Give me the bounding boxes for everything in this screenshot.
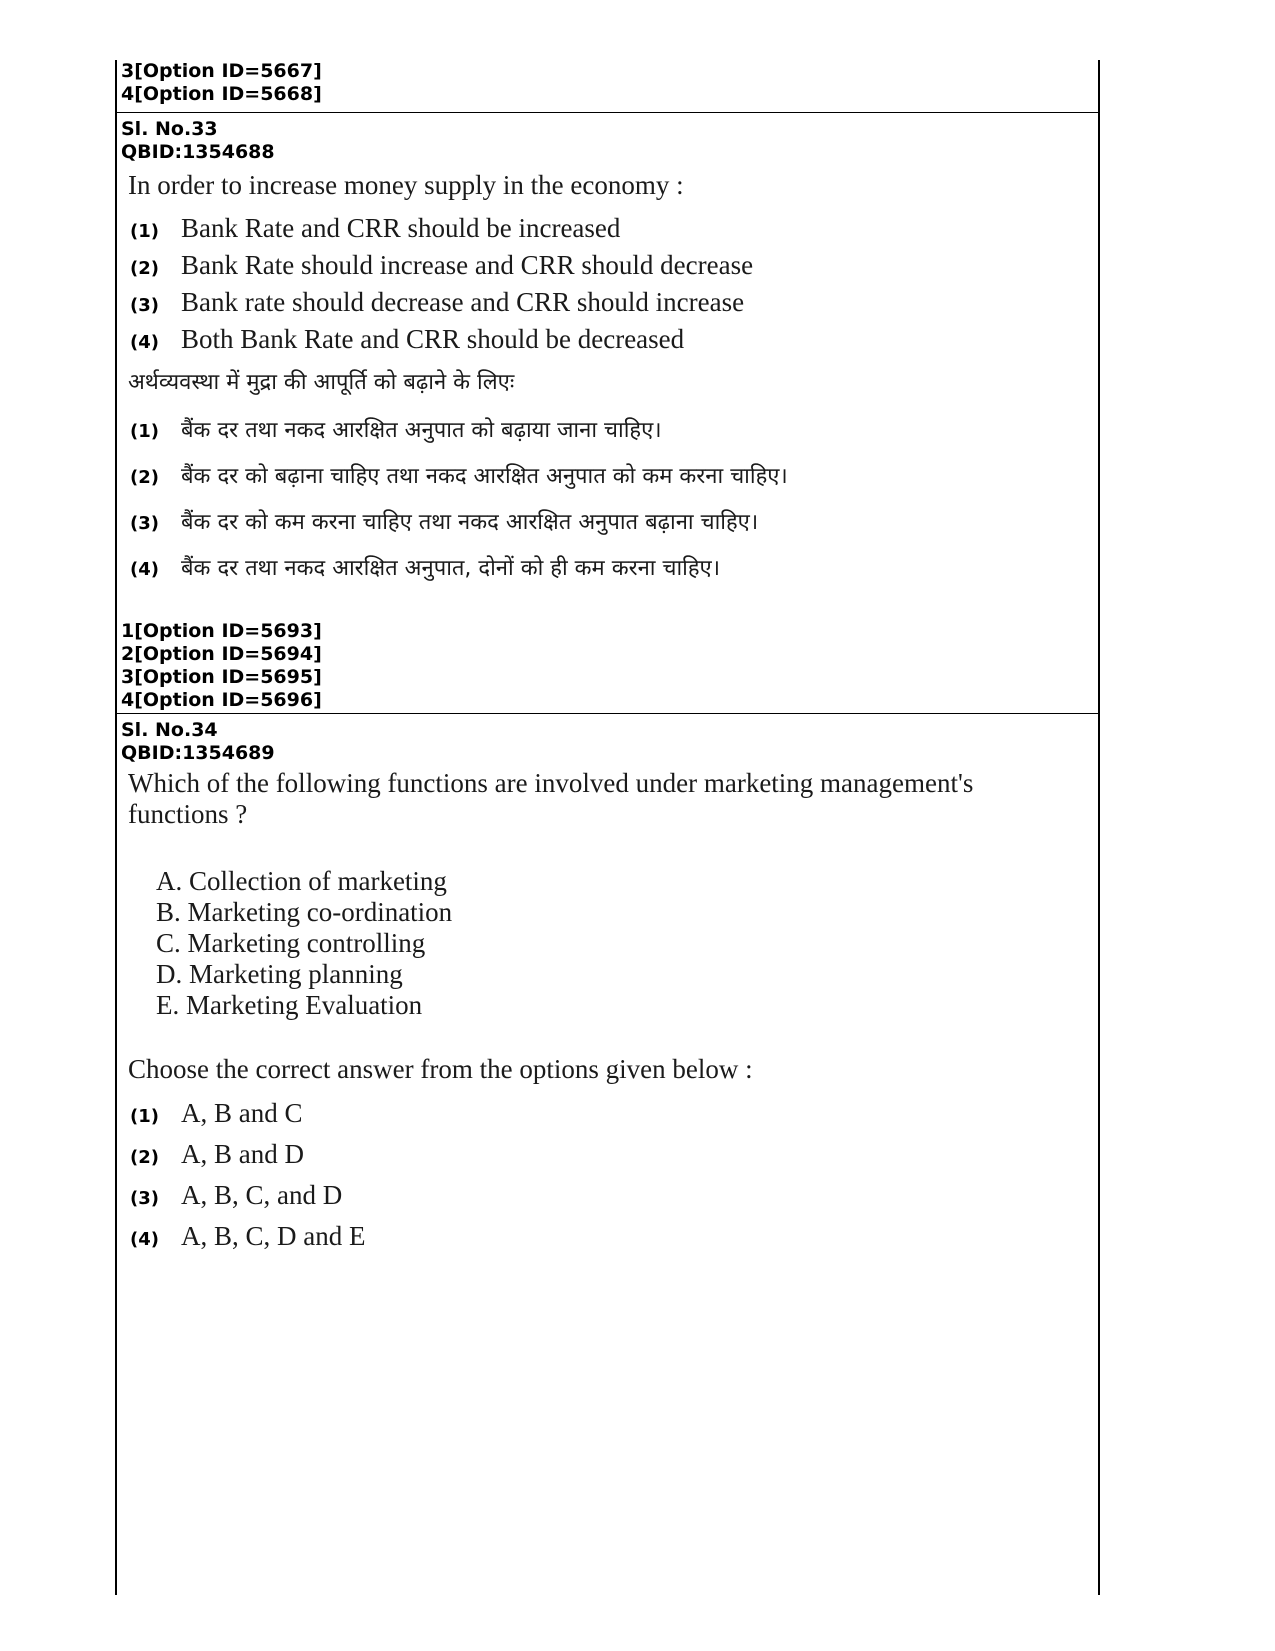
option-text: Both Bank Rate and CRR should be decreased xyxy=(181,324,685,354)
option-en-4 xyxy=(130,324,684,355)
option-id: 3[Option ID=5667] xyxy=(121,60,322,82)
option-3 xyxy=(130,1180,342,1211)
option-en-1 xyxy=(130,213,620,244)
option-id-list xyxy=(121,60,322,106)
statement-item: D. Marketing planning xyxy=(156,959,403,989)
question-divider xyxy=(115,713,1100,714)
question-text-hi: अर्थव्यवस्था में मुद्रा की आपूर्ति को बढ़ाने के लिएः xyxy=(128,370,515,395)
option-id: 3[Option ID=5695] xyxy=(121,666,322,688)
option-text: Bank Rate and CRR should be increased xyxy=(181,213,621,243)
option-number: (4) xyxy=(130,332,159,353)
option-hi-4 xyxy=(130,552,720,582)
statement-item: E. Marketing Evaluation xyxy=(156,990,423,1020)
option-number: (4) xyxy=(130,559,159,580)
question-33-header xyxy=(121,118,275,164)
serial-number: Sl. No.33 xyxy=(121,118,218,140)
question-text-en: In order to increase money supply in the economy : xyxy=(128,170,684,200)
option-hi-2 xyxy=(130,460,788,490)
option-text: A, B and D xyxy=(181,1139,304,1169)
option-text: A, B and C xyxy=(181,1098,303,1128)
option-number: (4) xyxy=(130,1229,159,1250)
option-number: (2) xyxy=(130,1147,159,1168)
option-id: 4[Option ID=5696] xyxy=(121,689,322,711)
option-number: (1) xyxy=(130,421,159,442)
option-number: (3) xyxy=(130,513,159,534)
option-4 xyxy=(130,1221,366,1252)
option-2 xyxy=(130,1139,304,1170)
question-line: Which of the following functions are involved under marketing management's xyxy=(128,768,974,798)
option-text: बैंक दर को बढ़ाना चाहिए तथा नकद आरक्षित अनुपात को कम करना चाहिए। xyxy=(181,464,788,489)
option-id: 2[Option ID=5694] xyxy=(121,643,322,665)
option-1 xyxy=(130,1098,303,1129)
qbid: QBID:1354688 xyxy=(121,141,275,163)
statement-list xyxy=(156,866,452,1021)
question-text xyxy=(128,768,973,830)
option-id: 4[Option ID=5668] xyxy=(121,83,322,105)
option-text: बैंक दर को कम करना चाहिए तथा नकद आरक्षित अनुपात बढ़ाना चाहिए। xyxy=(181,510,759,535)
option-number: (2) xyxy=(130,258,159,279)
option-text: बैंक दर तथा नकद आरक्षित अनुपात, दोनों को ही कम करना चाहिए। xyxy=(181,556,721,581)
option-text: Bank Rate should increase and CRR should decrease xyxy=(181,250,754,280)
qbid: QBID:1354689 xyxy=(121,742,275,764)
option-number: (3) xyxy=(130,1188,159,1209)
question-line: functions ? xyxy=(128,799,248,829)
question-34-header xyxy=(121,719,275,765)
option-number: (1) xyxy=(130,1106,159,1127)
statement-item: A. Collection of marketing xyxy=(156,866,447,896)
option-hi-3 xyxy=(130,506,758,536)
option-text: A, B, C, D and E xyxy=(181,1221,366,1251)
option-id: 1[Option ID=5693] xyxy=(121,620,322,642)
option-text: Bank rate should decrease and CRR should increase xyxy=(181,287,745,317)
question-divider xyxy=(115,112,1100,113)
option-number: (3) xyxy=(130,295,159,316)
serial-number: Sl. No.34 xyxy=(121,719,218,741)
option-id-list xyxy=(121,620,322,712)
option-text: बैंक दर तथा नकद आरक्षित अनुपात को बढ़ाया जाना चाहिए। xyxy=(181,418,662,443)
option-text: A, B, C, and D xyxy=(181,1180,343,1210)
choose-instruction: Choose the correct answer from the options given below : xyxy=(128,1054,753,1084)
option-number: (2) xyxy=(130,467,159,488)
option-hi-1 xyxy=(130,414,662,444)
option-number: (1) xyxy=(130,221,159,242)
option-en-2 xyxy=(130,250,753,281)
statement-item: B. Marketing co-ordination xyxy=(156,897,453,927)
statement-item: C. Marketing controlling xyxy=(156,928,426,958)
option-en-3 xyxy=(130,287,744,318)
